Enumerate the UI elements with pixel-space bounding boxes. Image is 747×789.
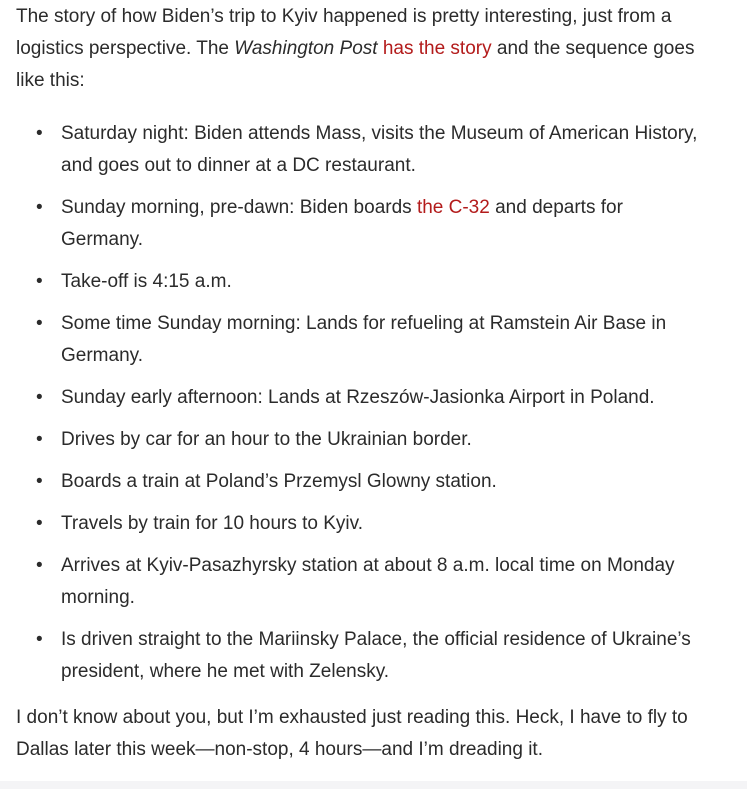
list-item-text: Travels by train for 10 hours to Kyiv. — [61, 513, 364, 534]
bullet-icon: • — [36, 271, 43, 292]
list-item-text: Boards a train at Poland’s Przemysl Glowny station. — [61, 471, 497, 492]
list-item — [16, 550, 728, 614]
list-item-text: Take-off is 4:15 a.m. — [61, 271, 232, 292]
list-item — [16, 308, 728, 372]
bullet-icon: • — [36, 429, 43, 450]
list-item — [16, 466, 728, 498]
story-link[interactable]: has the story — [382, 38, 492, 59]
list-item — [16, 192, 728, 256]
list-item-text: Is driven straight to the Mariinsky Palace, the official residence of Ukraine’s president, where he met with Zelensky. — [61, 629, 691, 682]
bullet-icon: • — [36, 123, 43, 144]
bullet-icon: • — [36, 629, 43, 650]
intro-paragraph — [16, 1, 728, 97]
page-bottom-divider — [0, 781, 747, 789]
list-item — [16, 624, 728, 688]
c32-link[interactable]: the C-32 — [416, 197, 490, 218]
list-item-text: Drives by car for an hour to the Ukrainian border. — [61, 429, 472, 450]
article-body — [16, 1, 728, 766]
intro-text-1: The story of how Biden’s trip to Kyiv happened is pretty interesting, just from a logistics perspective. The — [16, 6, 672, 59]
list-item-text: Arrives at Kyiv-Pasazhyrsky station at about 8 a.m. local time on Monday morning. — [61, 555, 675, 608]
list-item-text: Some time Sunday morning: Lands for refueling at Ramstein Air Base in Germany. — [61, 313, 667, 366]
list-item-text-after: and departs for Germany. — [61, 197, 623, 250]
list-item — [16, 508, 728, 540]
timeline-list — [16, 118, 728, 688]
list-item-text: Saturday night: Biden attends Mass, visits the Museum of American History, and goes out to dinner at a DC restaurant. — [61, 123, 698, 176]
bullet-icon: • — [36, 471, 43, 492]
outro-paragraph: I don’t know about you, but I’m exhausted just reading this. Heck, I have to fly to Dallas later this week—non-stop, 4 hours—and I’m dreading it. — [16, 707, 688, 760]
list-item — [16, 424, 728, 456]
intro-text-3: and the sequence goes like this: — [16, 38, 695, 91]
list-item — [16, 382, 728, 414]
list-item — [16, 266, 728, 298]
list-item-text: Sunday early afternoon: Lands at Rzeszów-Jasionka Airport in Poland. — [61, 387, 655, 408]
bullet-icon: • — [36, 313, 43, 334]
bullet-icon: • — [36, 387, 43, 408]
list-item — [16, 118, 728, 182]
list-item-text-before: Sunday morning, pre-dawn: Biden boards — [61, 197, 417, 218]
publication-name: Washington Post — [234, 38, 378, 59]
bullet-icon: • — [36, 513, 43, 534]
bullet-icon: • — [36, 555, 43, 576]
bullet-icon: • — [36, 197, 43, 218]
